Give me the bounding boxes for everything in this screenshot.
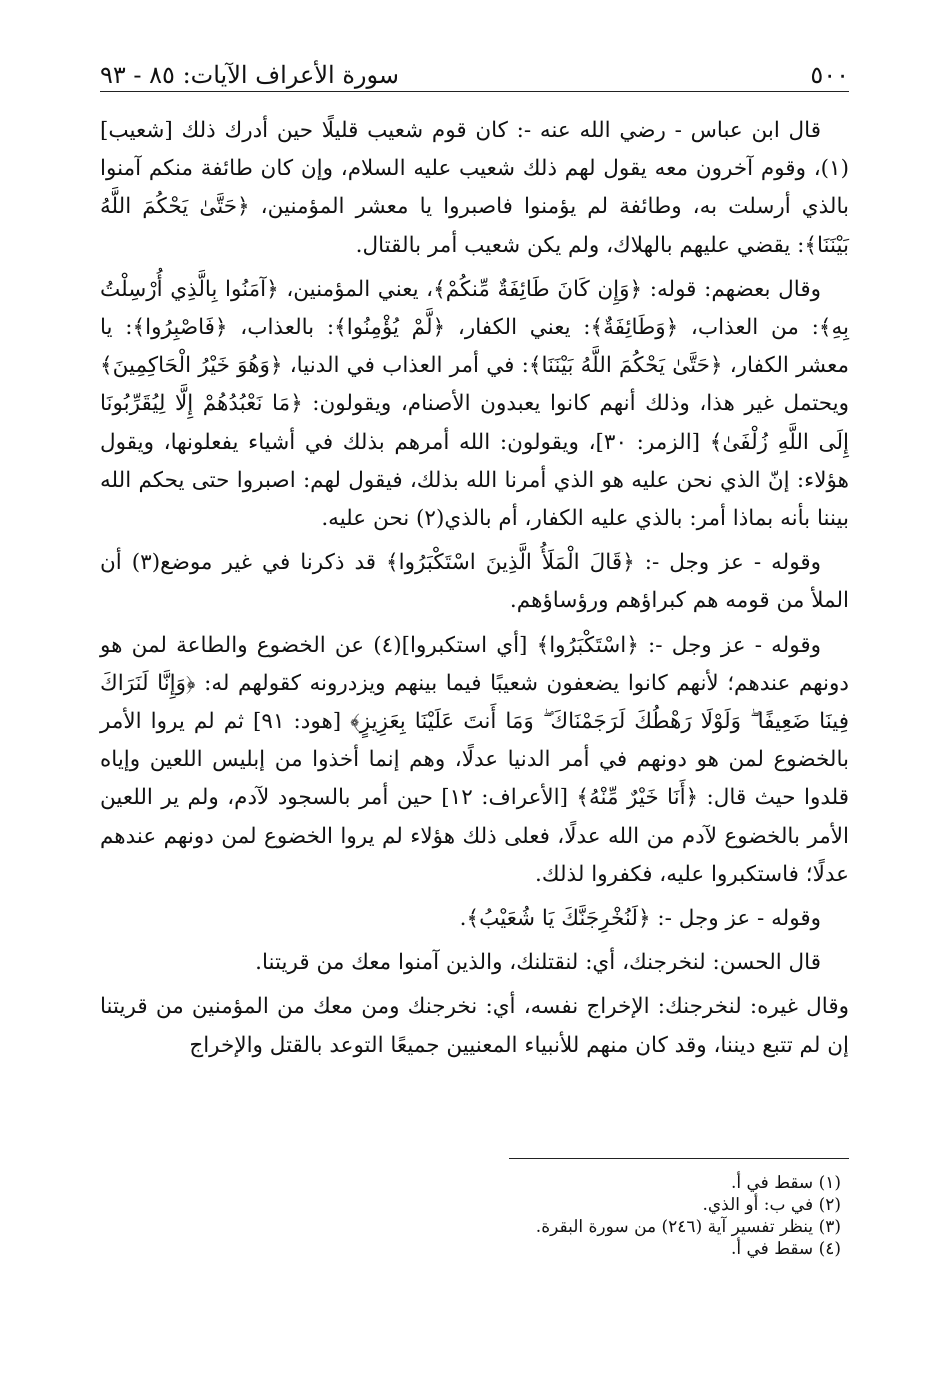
footnotes: [100, 1172, 841, 1260]
paragraph: وقوله - عز وجل -: ﴿اسْتَكْبَرُوا﴾ [أي استكبروا](٤) عن الخضوع والطاعة لمن هو دونهم عندهم؛ لأنهم كانوا يضعفون شعيبًا فيما بينهم ويزدرونه كقولهم له: ﴿وَإِنَّا لَنَرَاكَ فِينَا ضَعِيفًا ۖ وَلَوْلَا رَهْطُكَ لَرَجَمْنَاكَ ۖ وَمَا أَنتَ عَلَيْنَا بِعَزِيزٍ﴾ [هود: ٩١] ثم لم يروا الأمر بالخضوع لمن هو دونهم في أمر الدنيا عدلًا، وهم إنما أخذوا من إبليس اللعين وإياه قلدوا حيث قال: ﴿أَنَا خَيْرٌ مِّنْهُ﴾ [الأعراف: ١٢] حين أمر بالسجود لآدم، ولم ير اللعين الأمر بالخضوع لآدم من الله عدلًا، فعلى ذلك هؤلاء لم يروا الخضوع لمن دونهم عندهم عدلًا؛ فاستكبروا عليه، فكفروا لذلك.: [100, 632, 850, 887]
footnote: (٣) ينظر تفسير آية (٢٤٦) من سورة البقرة.: [535, 1217, 841, 1237]
main-text: [100, 112, 849, 1071]
page-number: ٥٠٠: [810, 61, 849, 89]
running-title: سورة الأعراف الآيات: ٨٥ - ٩٣: [100, 61, 399, 89]
paragraph: قال ابن عباس - رضي الله عنه -: كان قوم شعيب قليلًا حين أدرك ذلك [شعيب](١)، وقوم آخرون معه يقول لهم ذلك شعيب عليه السلام، وإن كان طائفة منكم آمنوا بالذي أرسلت به، وطائفة لم يؤمنوا فاصبروا يا معشر المؤمنين، ﴿حَتَّىٰ يَحْكُمَ اللَّهُ بَيْنَنَا﴾: يقضي عليهم بالهلاك، ولم يكن شعيب أمر بالقتال.: [100, 118, 849, 258]
paragraph: قال الحسن: لنخرجنك، أي: لنقتلنك، والذين آمنوا معك من قريتنا.: [255, 950, 821, 976]
footnote: (٢) في ب: أو الذي.: [702, 1195, 841, 1215]
footnote: (٤) سقط في أ.: [730, 1239, 841, 1259]
footnote: (١) سقط في أ.: [730, 1173, 841, 1193]
paragraph: وقال بعضهم: قوله: ﴿وَإِن كَانَ طَائِفَةٌ مِّنكُمْ﴾، يعني المؤمنين، ﴿آمَنُوا بِالَّذِي أُرْسِلْتُ بِهِ﴾: من العذاب، ﴿وَطَائِفَةٌ﴾: يعني الكفار، ﴿لَّمْ يُؤْمِنُوا﴾: بالعذاب، ﴿فَاصْبِرُوا﴾: يا معشر الكفار، ﴿حَتَّىٰ يَحْكُمَ اللَّهُ بَيْنَنَا﴾: في أمر العذاب في الدنيا، ﴿وَهُوَ خَيْرُ الْحَاكِمِينَ﴾ ويحتمل غير هذا، وذلك أنهم كانوا يعبدون الأصنام، ويقولون: ﴿مَا نَعْبُدُهُمْ إِلَّا لِيُقَرِّبُونَا إِلَى اللَّهِ زُلْفَىٰ﴾ [الزمر: ٣٠]، ويقولون: الله أمرهم بذلك في أشياء يفعلونها، ويقول هؤلاء: إنّ الذي نحن عليه هو الذي أمرنا الله بذلك، فيقول لهم: اصبروا حتى يحكم الله بيننا بأنه بماذا أمر: بالذي عليه الكفار، أم بالذي(٢) نحن عليه.: [100, 276, 849, 532]
paragraph: وقال غيره: لنخرجنك: الإخراج نفسه، أي: نخرجنك ومن معك من المؤمنين من قريتنا إن لم تتبع ديننا، وقد كان منهم للأنبياء المعنيين جميعًا التوعد بالقتل والإخراج: [100, 994, 849, 1058]
paragraph: وقوله - عز وجل -: ﴿لَنُخْرِجَنَّكَ يَا شُعَيْبُ﴾.: [459, 906, 821, 932]
footnote-divider: [509, 1158, 849, 1159]
paragraph: وقوله - عز وجل -: ﴿قَالَ الْمَلَأُ الَّذِينَ اسْتَكْبَرُوا﴾ قد ذكرنا في غير موضع(٣) أن الملأ من قومه هم كبراؤهم ورؤساؤهم.: [100, 550, 849, 614]
page-header: [100, 52, 849, 92]
